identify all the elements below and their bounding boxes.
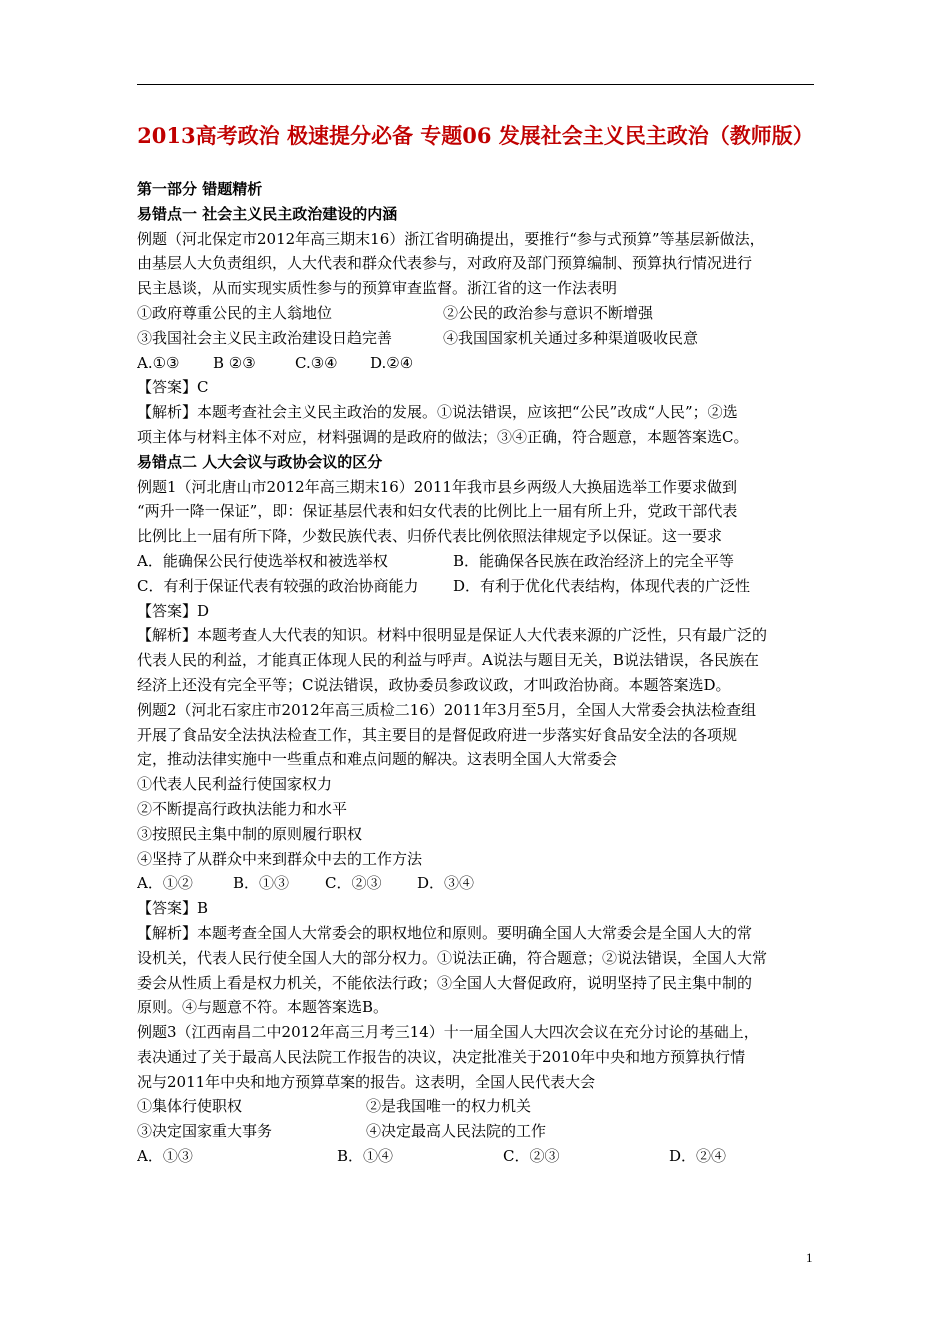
- text-line: 例题3（江西南昌二中2012年高三月考三14）十一届全国人大四次会议在充分讨论的基础上，: [137, 1023, 759, 1042]
- option-text: ④决定最高人民法院的工作: [366, 1122, 547, 1141]
- text-line: 项主体与材料主体不对应，材料强调的是政府的做法；③④正确，符合题意，本题答案选C。: [137, 427, 749, 446]
- text-line: [137, 326, 814, 351]
- text-line: 例题（河北保定市2012年高三期末16）浙江省明确提出，要推行“参与式预算”等基层新做法，: [137, 229, 765, 248]
- option-text: B．①④: [337, 1147, 394, 1166]
- option-text: B．能确保各民族在政治经济上的完全平等: [453, 551, 735, 570]
- option-text: ③我国社会主义民主政治建设日趋完善: [137, 328, 393, 347]
- text-line: ①代表人民利益行使国家权力: [137, 775, 333, 794]
- text-line: 开展了食品安全法执法检查工作，其主要目的是督促政府进一步落实好食品安全法的各项规: [137, 725, 738, 744]
- text-line: 表决通过了关于最高人民法院工作报告的决议，决定批准关于2010年中央和地方预算执行情: [137, 1047, 746, 1066]
- text-line: 【解析】本题考查人大代表的知识。材料中很明显是保证人大代表来源的广泛性，只有最广泛的: [137, 626, 768, 645]
- text-line: [137, 574, 814, 599]
- text-line: 例题1（河北唐山市2012年高三期末16）2011年我市县乡两级人大换届选举工作要求做到: [137, 477, 737, 496]
- text-line: ④坚持了从群众中来到群众中去的工作方法: [137, 849, 423, 868]
- text-line: 比例比上一届有所下降，少数民族代表、归侨代表比例依照法律规定予以保证。这一要求: [137, 527, 723, 546]
- option-text: D．③④: [417, 874, 475, 893]
- text-line: 例题2（河北石家庄市2012年高三质检二16）2011年3月至5月，全国人大常委会执法检查组: [137, 700, 757, 719]
- text-line: [137, 549, 814, 574]
- option-text: A．①②: [137, 874, 193, 893]
- text-line: 民主恳谈，从而实现实质性参与的预算审查监督。浙江省的这一作法表明: [137, 279, 618, 298]
- option-text: C．②③: [325, 874, 382, 893]
- text-line: 况与2011年中央和地方预算草案的报告。这表明，全国人民代表大会: [137, 1072, 596, 1091]
- text-line: 定，推动法律实施中一些重点和难点问题的解决。这表明全国人大常委会: [137, 750, 618, 769]
- option-text: C．有利于保证代表有较强的政治协商能力: [137, 576, 419, 595]
- option-text: C.③④: [295, 353, 338, 372]
- document-body: [137, 177, 814, 1169]
- option-text: D．有利于优化代表结构，体现代表的广泛性: [453, 576, 751, 595]
- document-title: 2013高考政治 极速提分必备 专题06 发展社会主义民主政治（教师版）: [137, 123, 814, 148]
- text-line: 【答案】D: [137, 601, 210, 620]
- text-line: 经济上还没有完全平等；C说法错误，政协委员参政议政，才叫政治协商。本题答案选D。: [137, 675, 731, 694]
- text-line: 【答案】B: [137, 899, 209, 918]
- text-line: 【解析】本题考查社会主义民主政治的发展。①说法错误，应该把“公民”改成“人民”；②选: [137, 403, 738, 422]
- option-text: ④我国国家机关通过多种渠道吸收民意: [443, 328, 699, 347]
- option-text: ②是我国唯一的权力机关: [366, 1097, 532, 1116]
- page-number: 1: [806, 1250, 813, 1265]
- option-text: A．能确保公民行使选举权和被选举权: [137, 551, 388, 570]
- option-text: B．①③: [233, 874, 290, 893]
- option-text: D.②④: [370, 353, 414, 372]
- section-heading: 易错点一 社会主义民主政治建设的内涵: [137, 204, 398, 223]
- option-text: B ②③: [213, 353, 256, 372]
- section-heading: 易错点二 人大会议与政协会议的区分: [137, 452, 383, 471]
- text-line: “两升一降一保证”，即：保证基层代表和妇女代表的比例比上一届有所上升，党政干部代表: [137, 502, 738, 521]
- text-line: ②不断提高行政执法能力和水平: [137, 799, 348, 818]
- text-line: [137, 1094, 814, 1119]
- text-line: 【解析】本题考查全国人大常委会的职权地位和原则。要明确全国人大常委会是全国人大的常: [137, 923, 753, 942]
- option-text: C．②③: [503, 1147, 560, 1166]
- option-text: A.①③: [137, 353, 180, 372]
- header-rule: [137, 84, 814, 85]
- text-line: 委会从性质上看是权力机关，不能依法行政；③全国人大督促政府，说明坚持了民主集中制的: [137, 973, 753, 992]
- option-text: ③决定国家重大事务: [137, 1122, 273, 1141]
- option-text: ②公民的政治参与意识不断增强: [443, 303, 654, 322]
- section-heading: 第一部分 错题精析: [137, 180, 263, 198]
- text-line: 设机关，代表人民行使全国人大的部分权力。①说法正确，符合题意；②说法错误，全国人大常: [137, 948, 768, 967]
- option-text: A．①③: [137, 1147, 193, 1166]
- text-line: [137, 351, 814, 376]
- text-line: 【答案】C: [137, 378, 209, 397]
- option-text: ①政府尊重公民的主人翁地位: [137, 303, 333, 322]
- text-line: [137, 301, 814, 326]
- text-line: 由基层人大负责组织，人大代表和群众代表参与，对政府及部门预算编制、预算执行情况进行: [137, 254, 753, 273]
- text-line: 代表人民的利益，才能真正体现人民的利益与呼声。A说法与题目无关，B说法错误，各民族在: [137, 651, 759, 670]
- text-line: [137, 871, 814, 896]
- option-text: D．②④: [669, 1147, 727, 1166]
- option-text: ①集体行使职权: [137, 1097, 243, 1116]
- text-line: [137, 1119, 814, 1144]
- text-line: ③按照民主集中制的原则履行职权: [137, 824, 363, 843]
- text-line: 原则。④与题意不符。本题答案选B。: [137, 998, 389, 1017]
- text-line: [137, 1144, 814, 1169]
